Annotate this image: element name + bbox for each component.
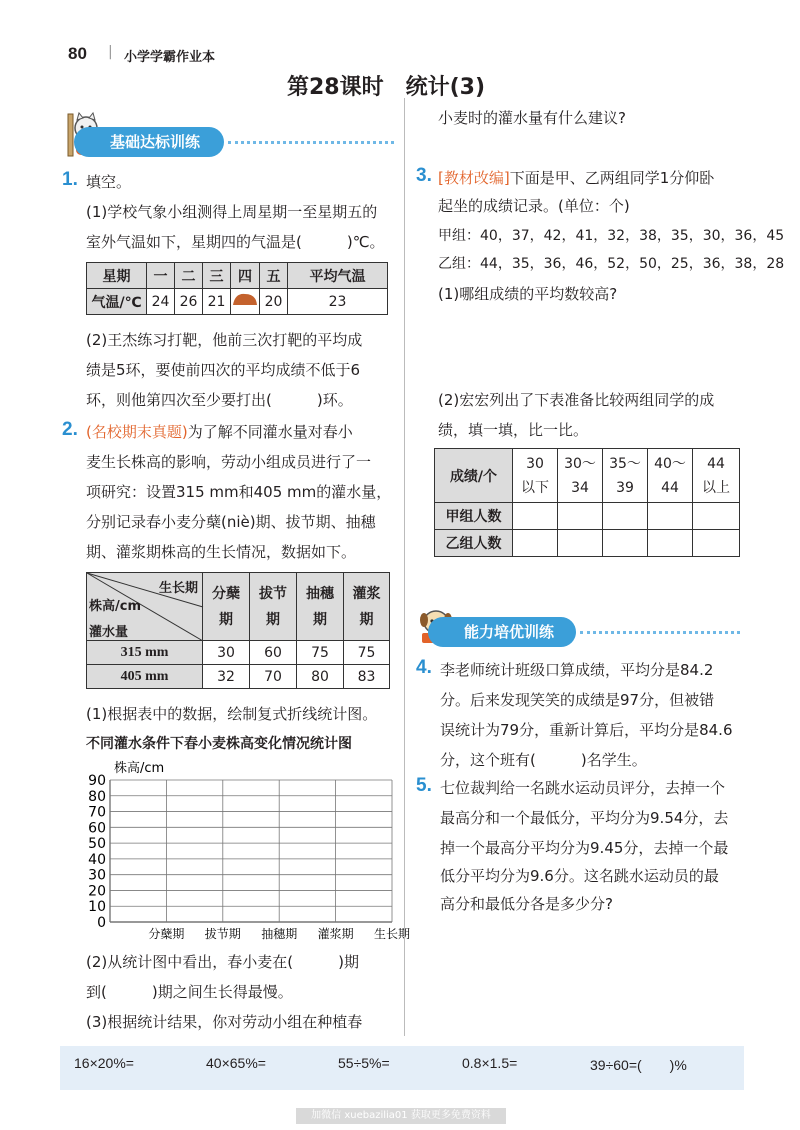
x-tick-label: 抽穗期 bbox=[261, 927, 298, 941]
row-label: 甲组人数 bbox=[435, 503, 513, 530]
chart-grid bbox=[110, 780, 392, 922]
col-header: 拔节 期 bbox=[250, 573, 297, 641]
q5-line4: 低分平均分为9.6分。这名跳水运动员的最 bbox=[440, 867, 719, 885]
answer-cell[interactable] bbox=[513, 530, 558, 557]
table-cell: 20 bbox=[260, 289, 288, 315]
chart-ylabel: 株高/cm bbox=[114, 761, 165, 776]
corner-mid: 株高/cm bbox=[89, 599, 142, 614]
line-chart bbox=[80, 758, 411, 948]
banner-dots bbox=[228, 141, 394, 144]
q1-head: 填空。 bbox=[86, 173, 132, 191]
calc-item: 55÷5%= bbox=[338, 1055, 390, 1071]
q3-tag: [教材改编] bbox=[438, 169, 510, 187]
q1-p1-line1: (1)学校气象小组测得上周星期一至星期五的 bbox=[86, 203, 378, 221]
q5-line2: 最高分和一个最低分，平均分为9.54分，去 bbox=[440, 809, 729, 827]
q4-line2: 分。后来发现笑笑的成绩是97分，但被错 bbox=[440, 691, 715, 709]
row-label: 乙组人数 bbox=[435, 530, 513, 557]
section-banner-ability: 能力培优训练 bbox=[428, 617, 576, 647]
q2-tag: (名校期末真题) bbox=[86, 423, 188, 441]
q5-line1: 七位裁判给一名跳水运动员评分，去掉一个 bbox=[440, 779, 726, 797]
table-header: 二 bbox=[175, 263, 203, 289]
q3-p2-line2: 绩，填一填，比一比。 bbox=[438, 421, 589, 439]
q3-number: 3. bbox=[416, 165, 432, 186]
corner-bottom: 灌水量 bbox=[89, 625, 129, 640]
q4-line4: 分，这个班有( )名学生。 bbox=[440, 751, 647, 769]
table-cell: 32 bbox=[203, 665, 250, 689]
y-tick-label: 80 bbox=[88, 788, 106, 805]
answer-cell[interactable] bbox=[693, 530, 740, 557]
table-header: 星期 bbox=[87, 263, 147, 289]
wheat-height-table bbox=[86, 572, 390, 689]
chart-yticks bbox=[88, 773, 106, 931]
q2-p1: (1)根据表中的数据，绘制复式折线统计图。 bbox=[86, 705, 378, 723]
q5-number: 5. bbox=[416, 775, 432, 796]
section-banner-basic: 基础达标训练 bbox=[74, 127, 224, 157]
q2-number: 2. bbox=[62, 419, 78, 440]
y-tick-label: 30 bbox=[88, 867, 106, 884]
q3-group-a: 甲组：40，37，42，41，32，38，35，30，36，45 bbox=[438, 228, 785, 244]
q3-group-b: 乙组：44，35，36，46，52，50，25，36，38，28 bbox=[438, 256, 785, 272]
table-header: 一 bbox=[147, 263, 175, 289]
table-header: 平均气温 bbox=[288, 263, 388, 289]
calc-item: 39÷60=( )% bbox=[590, 1057, 687, 1073]
table-cell: 70 bbox=[250, 665, 297, 689]
column-divider bbox=[404, 98, 405, 1036]
q1-p2-line3: 环，则他第四次至少要打出( )环。 bbox=[86, 391, 353, 409]
q2-p3: (3)根据统计结果，你对劳动小组在种植春 bbox=[86, 1013, 363, 1031]
answer-cell[interactable] bbox=[693, 503, 740, 530]
col-header: 44 以上 bbox=[693, 449, 740, 503]
q1-p1-line2: 室外气温如下，星期四的气温是( )℃。 bbox=[86, 233, 385, 251]
q5-line3: 掉一个最高分平均分为9.45分，去掉一个最 bbox=[440, 839, 729, 857]
table-cell: 75 bbox=[344, 641, 390, 665]
row-label: 315 mm bbox=[87, 641, 203, 665]
table-cell: 26 bbox=[175, 289, 203, 315]
header-separator: | bbox=[108, 44, 113, 60]
q1-p2-line1: (2)王杰练习打靶，他前三次打靶的平均成 bbox=[86, 331, 363, 349]
calc-item: 16×20%= bbox=[74, 1055, 134, 1071]
table-cell: 23 bbox=[288, 289, 388, 315]
book-name: 小学学霸作业本 bbox=[124, 50, 216, 65]
q3-line1: [教材改编]下面是甲、乙两组同学1分仰卧 bbox=[438, 169, 715, 187]
q2-p2-line1: (2)从统计图中看出，春小麦在( )期 bbox=[86, 953, 359, 971]
table-cell: 75 bbox=[297, 641, 344, 665]
answer-cell[interactable] bbox=[648, 530, 693, 557]
table-cell: 21 bbox=[203, 289, 231, 315]
col-header: 30 以下 bbox=[513, 449, 558, 503]
q2-continuation: 小麦时的灌水量有什么建议? bbox=[438, 109, 626, 127]
y-tick-label: 70 bbox=[88, 804, 106, 821]
calc-item: 40×65%= bbox=[206, 1055, 266, 1071]
col-header: 分蘖 期 bbox=[203, 573, 250, 641]
table-header: 五 bbox=[260, 263, 288, 289]
watermark: 加微信 xuebazilia01 获取更多免费资料 bbox=[296, 1108, 506, 1124]
q2-p2-line2: 到( )期之间生长得最慢。 bbox=[86, 983, 293, 1001]
x-tick-label: 分蘖期 bbox=[148, 927, 185, 941]
table-cell: 30 bbox=[203, 641, 250, 665]
score-table bbox=[434, 448, 740, 557]
col-header: 灌浆 期 bbox=[344, 573, 390, 641]
q4-line3: 误统计为79分，重新计算后，平均分是84.6 bbox=[440, 721, 733, 739]
x-tick-label: 灌浆期 bbox=[317, 927, 354, 941]
table-header: 四 bbox=[231, 263, 260, 289]
banner-dots bbox=[580, 631, 740, 634]
chart-xticks bbox=[148, 926, 410, 941]
q4-line1: 李老师统计班级口算成绩，平均分是84.2 bbox=[440, 661, 714, 679]
answer-cell[interactable] bbox=[603, 503, 648, 530]
q2-line4: 分别记录春小麦分蘖(niè)期、拔节期、抽穗 bbox=[86, 513, 376, 531]
corner-cell bbox=[87, 573, 203, 641]
x-tick-label: 生长期 bbox=[373, 927, 411, 941]
temperature-table bbox=[86, 262, 388, 315]
q3-p1: (1)哪组成绩的平均数较高? bbox=[438, 285, 618, 303]
page-number: 80 bbox=[68, 44, 87, 63]
col-header: 35～ 39 bbox=[603, 449, 648, 503]
q1-number: 1. bbox=[62, 169, 78, 190]
x-tick-label: 拔节期 bbox=[204, 927, 241, 941]
q3-line2: 起坐的成绩记录。(单位：个) bbox=[438, 197, 630, 215]
q2-line3: 项研究：设置315 mm和405 mm的灌水量， bbox=[86, 483, 392, 501]
answer-cell[interactable] bbox=[648, 503, 693, 530]
table-cell: 60 bbox=[250, 641, 297, 665]
q2-line5: 期、灌浆期株高的生长情况，数据如下。 bbox=[86, 543, 357, 561]
col-header: 40～ 44 bbox=[648, 449, 693, 503]
q3-p2-line1: (2)宏宏列出了下表准备比较两组同学的成 bbox=[438, 391, 715, 409]
y-tick-label: 40 bbox=[88, 851, 106, 868]
table-cell: 83 bbox=[344, 665, 390, 689]
col-header: 成绩/个 bbox=[435, 449, 513, 503]
y-tick-label: 50 bbox=[88, 836, 106, 853]
calc-item: 0.8×1.5= bbox=[462, 1055, 518, 1071]
y-tick-label: 10 bbox=[88, 899, 106, 916]
answer-cell[interactable] bbox=[558, 530, 603, 557]
y-tick-label: 0 bbox=[97, 915, 106, 931]
answer-cell[interactable] bbox=[513, 503, 558, 530]
col-header: 30～ 34 bbox=[558, 449, 603, 503]
stain-cell bbox=[231, 289, 260, 315]
answer-cell[interactable] bbox=[558, 503, 603, 530]
q2-line1: (名校期末真题)为了解不同灌水量对春小 bbox=[86, 423, 353, 441]
col-header: 抽穗 期 bbox=[297, 573, 344, 641]
row-label: 405 mm bbox=[87, 665, 203, 689]
corner-top: 生长期 bbox=[158, 581, 198, 596]
q5-line5: 高分和最低分各是多少分? bbox=[440, 895, 613, 913]
q4-number: 4. bbox=[416, 657, 432, 678]
table-header: 三 bbox=[203, 263, 231, 289]
chart-title: 不同灌水条件下春小麦株高变化情况统计图 bbox=[86, 736, 352, 752]
q1-p2-line2: 绩是5环，要使前四次的平均成绩不低于6 bbox=[86, 361, 361, 379]
table-cell: 80 bbox=[297, 665, 344, 689]
table-cell: 24 bbox=[147, 289, 175, 315]
y-tick-label: 20 bbox=[88, 883, 106, 900]
lesson-title: 第28课时 统计(3) bbox=[287, 75, 486, 100]
q2-line2: 麦生长株高的影响，劳动小组成员进行了一 bbox=[86, 453, 372, 471]
row-label: 气温/℃ bbox=[87, 289, 147, 315]
y-tick-label: 60 bbox=[88, 820, 106, 837]
answer-cell[interactable] bbox=[603, 530, 648, 557]
y-tick-label: 90 bbox=[88, 773, 106, 789]
stain-icon bbox=[231, 291, 259, 309]
